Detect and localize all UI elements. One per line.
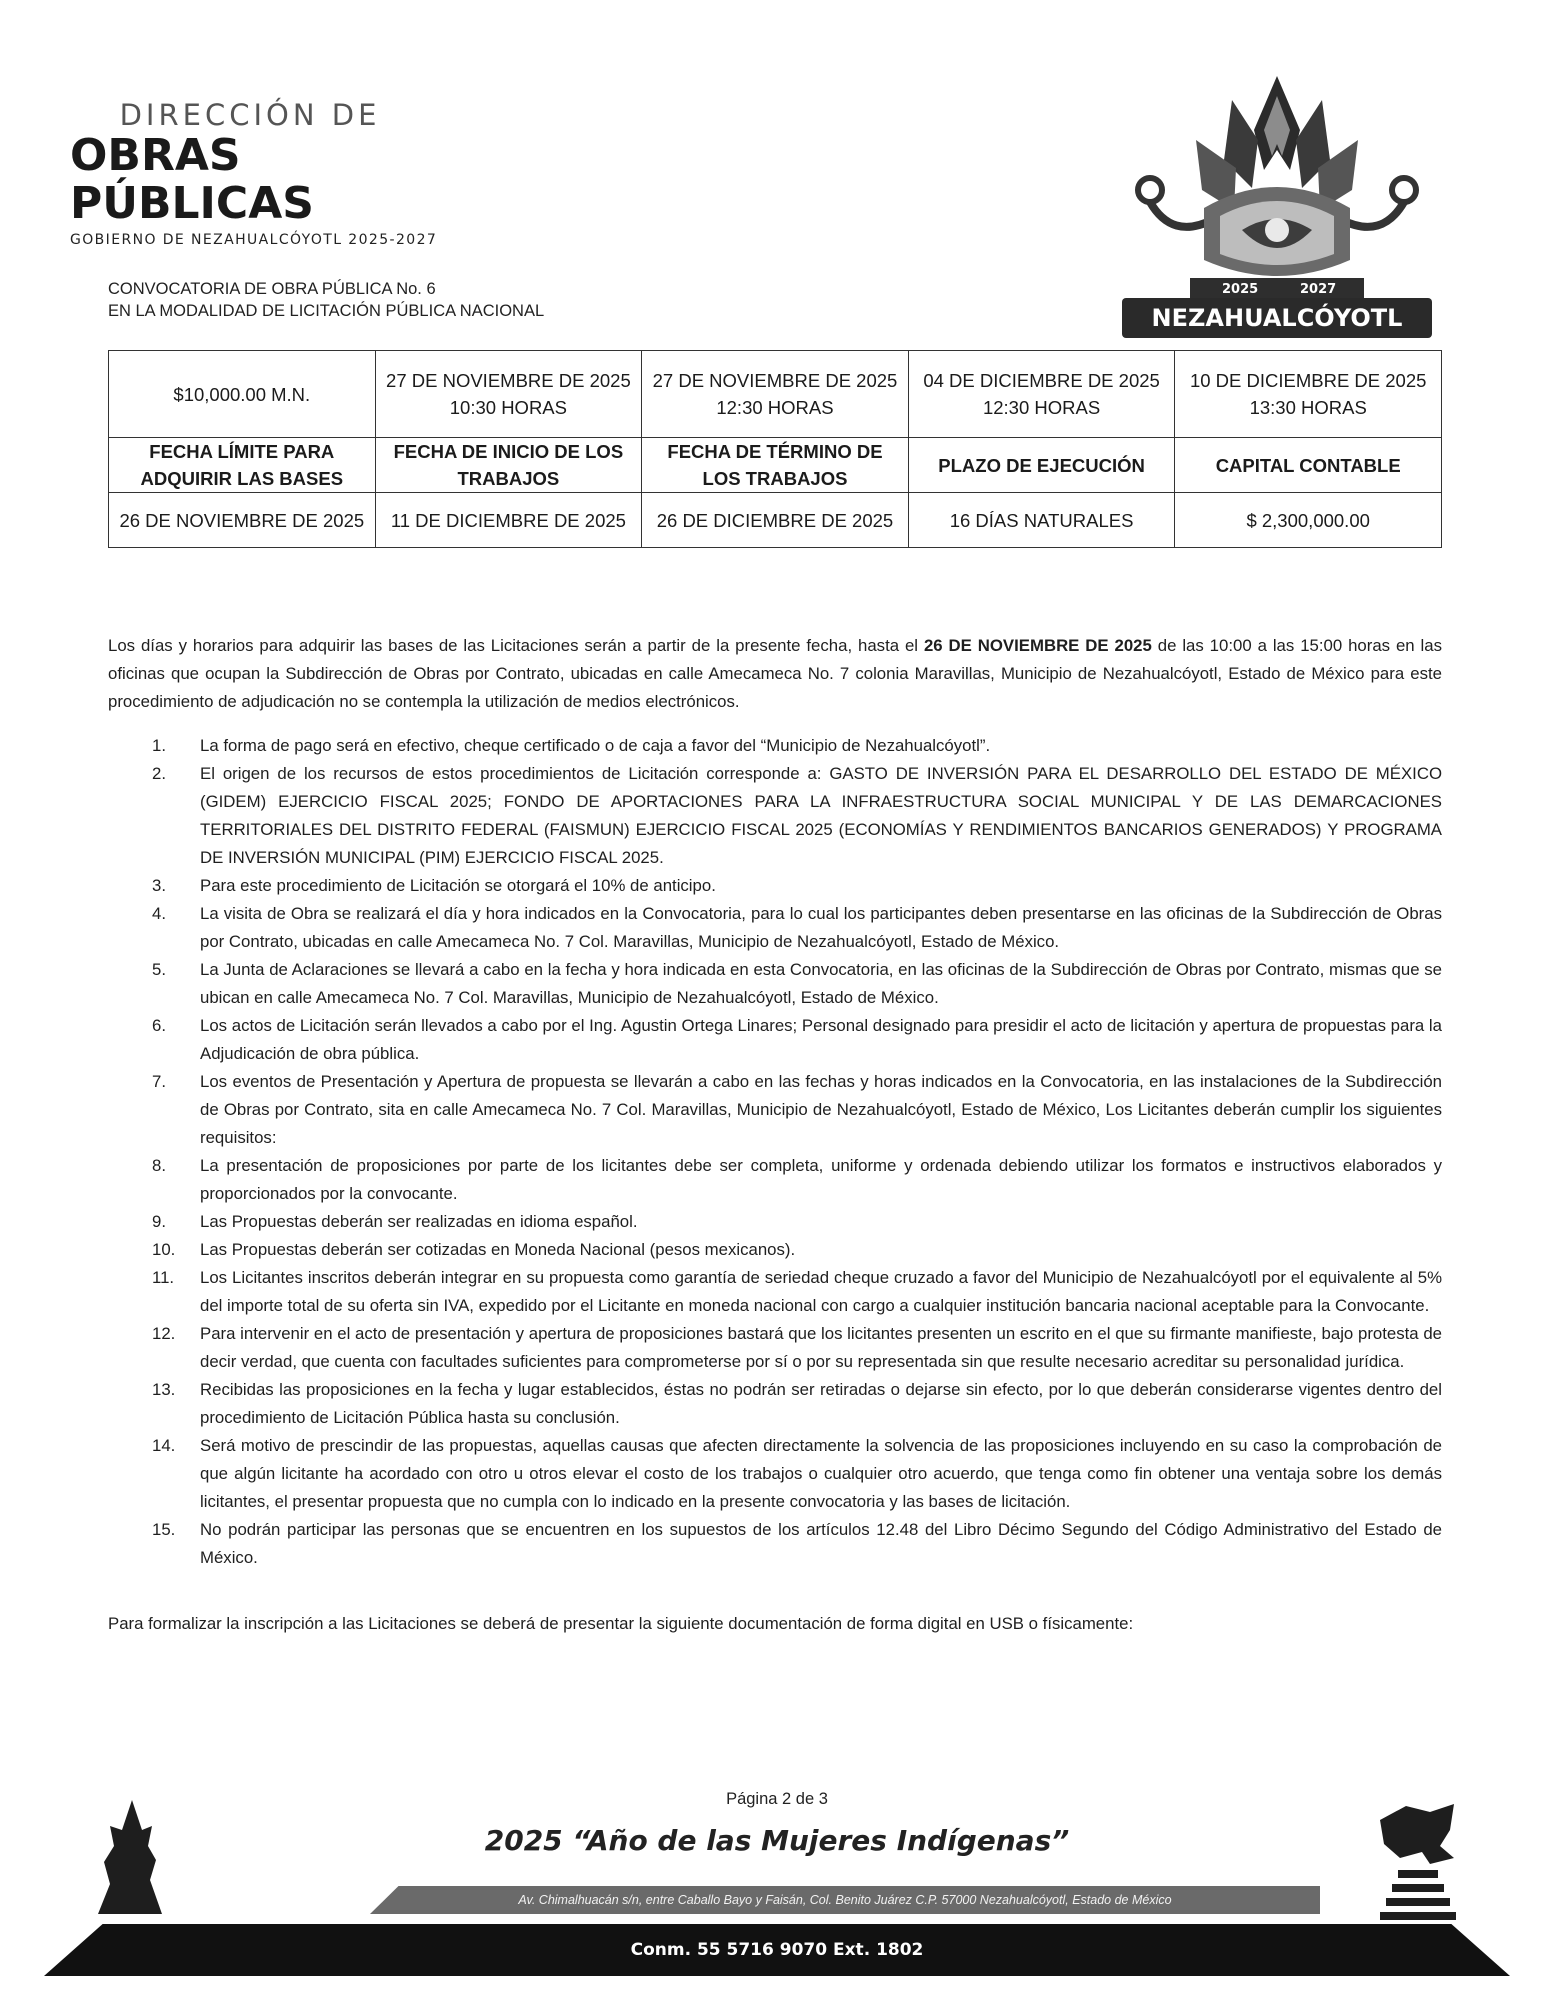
list-item-number: 14. — [152, 1436, 176, 1455]
list-item — [108, 900, 1442, 956]
obras-publicas-logo — [70, 98, 470, 248]
list-item-number: 15. — [152, 1520, 176, 1539]
table-header-cell: PLAZO DE EJECUCIÓN — [908, 438, 1175, 493]
table-header-cell: FECHA DE TÉRMINO DE LOS TRABAJOS — [642, 438, 909, 493]
list-item-number: 4. — [152, 904, 166, 923]
table-row — [109, 351, 1442, 438]
table-row — [109, 493, 1442, 548]
coyote-glyph-icon — [1370, 1800, 1462, 1920]
list-item-text: Será motivo de prescindir de las propuestas, aquellas causas que afecten directamente la solvencia de las proposiciones incluyendo en su caso la comprobación de que algún licitante ha acordado con otro u otros elevar el costo de los trabajos o cualquier otro acuerdo, que tenga como fin obtener una ventaja sobre los demás licitantes, el presentar propuesta que no cumpla con lo indicado en la presente convocatoria y las bases de licitación. — [200, 1436, 1442, 1511]
footer-phone: Conm. 55 5716 9070 Ext. 1802 — [630, 1940, 924, 1960]
list-item-text: Los Licitantes inscritos deberán integrar en su propuesta como garantía de seriedad cheque cruzado a favor del Municipio de Nezahualcóyotl por el equivalente al 5% del importe total de su oferta sin IVA, expedido por el Licitante en moneda nacional con cargo a cualquier institución bancaria nacional aceptable para la Convocante. — [200, 1268, 1442, 1315]
closing-paragraph: Para formalizar la inscripción a las Licitaciones se deberá de presentar la siguiente documentación de forma digital en USB o físicamente: — [108, 1614, 1134, 1633]
emblem-name: NEZAHUALCÓYOTL — [1151, 304, 1403, 332]
emblem-year-right: 2027 — [1300, 282, 1337, 297]
footer-motto: 2025 “Año de las Mujeres Indígenas” — [484, 1824, 1070, 1857]
list-item — [108, 1152, 1442, 1208]
list-item-number: 13. — [152, 1380, 176, 1399]
list-item-number: 8. — [152, 1156, 166, 1175]
table-cell: $ 2,300,000.00 — [1175, 493, 1442, 548]
table-header-cell: FECHA DE INICIO DE LOS TRABAJOS — [375, 438, 642, 493]
table-cell: $10,000.00 M.N. — [109, 351, 376, 438]
convocatoria-line-1: CONVOCATORIA DE OBRA PÚBLICA No. 6 — [108, 280, 436, 298]
list-item — [108, 956, 1442, 1012]
list-item-number: 5. — [152, 960, 166, 979]
requirements-list — [108, 732, 1442, 1572]
list-item — [108, 1012, 1442, 1068]
list-item-text: Para este procedimiento de Licitación se otorgará el 10% de anticipo. — [200, 876, 716, 895]
bid-info-table — [108, 350, 1442, 548]
intro-deadline: 26 DE NOVIEMBRE DE 2025 — [923, 636, 1152, 655]
list-item-text: Los eventos de Presentación y Apertura de propuesta se llevarán a cabo en las fechas y horas indicados en la Convocatoria, en las instalaciones de la Subdirección de Obras por Contrato, sita en calle Amecameca No. 7 Col. Maravillas, Municipio de Nezahualcóyotl, Estado de México, Los Licitantes deberán cumplir los siguientes requisitos: — [200, 1072, 1442, 1147]
table-cell: 10 DE DICIEMBRE DE 2025 13:30 HORAS — [1175, 351, 1442, 438]
list-item — [108, 1236, 1442, 1264]
list-item — [108, 1516, 1442, 1572]
table-cell: 04 DE DICIEMBRE DE 2025 12:30 HORAS — [908, 351, 1175, 438]
list-item — [108, 1432, 1442, 1516]
nezahualcoyotl-emblem — [1112, 70, 1442, 350]
list-item-text: Los actos de Licitación serán llevados a cabo por el Ing. Agustin Ortega Linares; Personal designado para presidir el acto de licitación y apertura de propuestas para la Adjudicación de obra pública. — [200, 1016, 1442, 1063]
logo-main-text: OBRAS PÚBLICAS — [70, 130, 314, 229]
intro-paragraph — [108, 632, 1442, 716]
emblem-year-left: 2025 — [1222, 282, 1259, 297]
list-item-number: 12. — [152, 1324, 176, 1343]
list-item — [108, 760, 1442, 872]
list-item-number: 7. — [152, 1072, 166, 1091]
list-item-number: 3. — [152, 876, 166, 895]
list-item-number: 9. — [152, 1212, 166, 1231]
logo-sub-text: GOBIERNO DE NEZAHUALCÓYOTL 2025-2027 — [70, 232, 438, 248]
document-body — [108, 632, 1442, 1655]
intro-text-2: de las 10:00 a las 15:00 horas en las oficinas que ocupan la Subdirección de Obras por Contrato, ubicadas en calle Amecameca No. 7 colonia Maravillas, Municipio de Nezahualcóyotl, Estado de México para este procedimiento de adjudicación no se contempla la utilización de medios electrónicos. — [108, 636, 1443, 711]
list-item — [108, 1320, 1442, 1376]
list-item — [108, 1264, 1442, 1320]
list-item — [108, 732, 1442, 760]
list-item — [108, 872, 1442, 900]
list-item-number: 1. — [152, 736, 166, 755]
table-cell: 27 DE NOVIEMBRE DE 2025 10:30 HORAS — [375, 351, 642, 438]
warrior-silhouette-icon — [86, 1796, 178, 1916]
convocatoria-title — [108, 278, 544, 322]
list-item-number: 10. — [152, 1240, 176, 1259]
page-number: Página 2 de 3 — [726, 1790, 828, 1808]
list-item — [108, 1068, 1442, 1152]
list-item-text: Recibidas las proposiciones en la fecha y lugar establecidos, éstas no podrán ser retiradas o dejarse sin efecto, por lo que deberán considerarse vigentes dentro del procedimiento de Licitación Pública hasta su conclusión. — [200, 1380, 1442, 1427]
table-header-cell: FECHA LÍMITE PARA ADQUIRIR LAS BASES — [109, 438, 376, 493]
intro-text-1: Los días y horarios para adquirir las bases de las Licitaciones serán a partir de la presente fecha, hasta el — [108, 636, 924, 655]
list-item-number: 2. — [152, 764, 166, 783]
list-item — [108, 1208, 1442, 1236]
list-item-number: 6. — [152, 1016, 166, 1035]
list-item-number: 11. — [152, 1268, 175, 1287]
list-item-text: Las Propuestas deberán ser realizadas en idioma español. — [200, 1212, 638, 1231]
list-item-text: La forma de pago será en efectivo, cheque certificado o de caja a favor del “Municipio de Nezahualcóyotl”. — [200, 736, 991, 755]
list-item-text: Para intervenir en el acto de presentación y apertura de proposiciones bastará que los licitantes presenten un escrito en el que su firmante manifieste, bajo protesta de decir verdad, que cuenta con facultades suficientes para comprometerse por sí o por su representada sin que resulte necesario acreditar su personalidad jurídica. — [200, 1324, 1442, 1371]
table-cell: 27 DE NOVIEMBRE DE 2025 12:30 HORAS — [642, 351, 909, 438]
list-item-text: Las Propuestas deberán ser cotizadas en Moneda Nacional (pesos mexicanos). — [200, 1240, 796, 1259]
list-item-text: No podrán participar las personas que se encuentren en los supuestos de los artículos 12.48 del Libro Décimo Segundo del Código Administrativo del Estado de México. — [200, 1520, 1442, 1567]
table-header-cell: CAPITAL CONTABLE — [1175, 438, 1442, 493]
table-cell: 11 DE DICIEMBRE DE 2025 — [375, 493, 642, 548]
list-item — [108, 1376, 1442, 1432]
table-cell: 26 DE NOVIEMBRE DE 2025 — [109, 493, 376, 548]
logo-top-text: DIRECCIÓN DE — [119, 98, 381, 132]
list-item-text: La presentación de proposiciones por parte de los licitantes debe ser completa, uniforme y ordenada debiendo utilizar los formatos e instructivos elaborados y proporcionados por la convocante. — [200, 1156, 1442, 1203]
list-item-text: La Junta de Aclaraciones se llevará a cabo en la fecha y hora indicada en esta Convocatoria, en las oficinas de la Subdirección de Obras por Contrato, mismas que se ubican en calle Amecameca No. 7 Col. Maravillas, Municipio de Nezahualcóyotl, Estado de México. — [200, 960, 1442, 1007]
table-cell: 16 DÍAS NATURALES — [908, 493, 1175, 548]
table-cell: 26 DE DICIEMBRE DE 2025 — [642, 493, 909, 548]
footer-address: Av. Chimalhuacán s/n, entre Caballo Bayo y Faisán, Col. Benito Juárez C.P. 57000 Nezahualcóyotl, Estado de México — [518, 1893, 1172, 1907]
emblem-graphic — [1112, 70, 1442, 350]
list-item-text: La visita de Obra se realizará el día y hora indicados en la Convocatoria, para lo cual los participantes deben presentarse en las oficinas de la Subdirección de Obras por Contrato, ubicadas en calle Amecameca No. 7 Col. Maravillas, Municipio de Nezahualcóyotl, Estado de México. — [200, 904, 1442, 951]
convocatoria-line-2: EN LA MODALIDAD DE LICITACIÓN PÚBLICA NACIONAL — [108, 302, 545, 320]
list-item-text: El origen de los recursos de estos procedimientos de Licitación corresponde a: GASTO DE INVERSIÓN PARA EL DESARROLLO DEL ESTADO DE MÉXICO (GIDEM) EJERCICIO FISCAL 2025; FONDO DE APORTACIONES PARA LA INFRAESTRUCTURA SOCIAL MUNICIPAL Y DE LAS DEMARCACIONES TERRITORIALES DEL DISTRITO FEDERAL (FAISMUN) EJERCICIO FISCAL 2025 (ECONOMÍAS Y RENDIMIENTOS BANCARIOS GENERADOS) Y PROGRAMA DE INVERSIÓN MUNICIPAL (PIM) EJERCICIO FISCAL 2025. — [200, 764, 1442, 867]
table-header-row — [109, 438, 1442, 493]
